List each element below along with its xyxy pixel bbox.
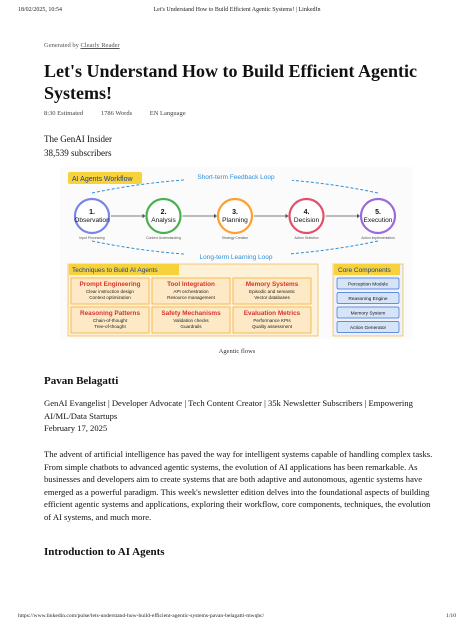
technique-title: Tool Integration	[167, 281, 215, 288]
figure-caption: Agentic flows	[218, 348, 256, 355]
agentic-flows-figure	[60, 167, 413, 339]
reading-time: 8:30 Estimated	[44, 110, 84, 117]
section-heading: Introduction to AI Agents	[44, 546, 165, 558]
technique-title: Reasoning Patterns	[79, 310, 141, 317]
component-label: Perception Module	[348, 282, 388, 288]
step-subtitle: Action Selection	[294, 236, 319, 240]
article-meta	[44, 110, 202, 117]
step-circle	[75, 199, 109, 233]
publication-name: The GenAI Insider	[44, 134, 112, 144]
step-circle	[290, 199, 324, 233]
step-number: 2.	[160, 209, 167, 216]
component-label: Memory System	[350, 311, 386, 317]
author-bio: GenAI Evangelist | Developer Advocate | Tech Content Creator | 35k Newsletter Subscribers | Empowering AI/ML/Data Startups	[44, 398, 413, 421]
step-name: Planning	[222, 217, 248, 224]
component-label: Action Generator	[349, 326, 387, 332]
technique-detail: Tree-of-thought	[94, 324, 126, 329]
technique-detail: Context optimization	[89, 295, 131, 300]
step-subtitle: Action Implementation	[361, 236, 395, 240]
technique-detail: Guardrails	[180, 324, 202, 329]
publication	[44, 132, 112, 160]
step-subtitle: Strategy Creation	[221, 236, 249, 240]
techniques-title: Techniques to Build AI Agents	[72, 267, 158, 274]
technique-detail: Performance KPIs	[253, 318, 291, 323]
technique-detail: Chain-of-thought	[92, 318, 128, 323]
step-name: Execution	[363, 217, 393, 224]
technique-detail: API orchestration	[173, 289, 209, 294]
subscriber-count: 38,539 subscribers	[44, 148, 112, 158]
technique-title: Evaluation Metrics	[243, 310, 301, 317]
component-label: Reasoning Engine	[348, 297, 388, 303]
step-name: Observation	[74, 217, 110, 224]
step-subtitle: Context Understanding	[146, 236, 181, 240]
technique-detail: Resource management	[167, 295, 215, 300]
author-name: Pavan Belagatti	[44, 375, 119, 387]
technique-title: Safety Mechanisms	[161, 310, 221, 317]
step-circle	[218, 199, 252, 233]
publish-date: February 17, 2025	[44, 423, 108, 433]
short-loop-label: Short-term Feedback Loop	[197, 174, 275, 181]
generated-by	[44, 42, 120, 49]
technique-detail: Validation checks	[173, 318, 209, 323]
step-number: 4.	[303, 209, 310, 216]
step-number: 3.	[232, 209, 238, 216]
technique-detail: Episodic and semantic	[249, 289, 295, 294]
step-number: 1.	[89, 209, 95, 216]
intro-paragraph: The advent of artificial intelligence has paved the way for intelligent systems capable of handling complex tasks. From simple chatbots to advanced agentic systems, the evolution of AI applications has been remarkable. As businesses and developers aim to create systems that are both adaptive and autonomous, agentic systems have emerged as a powerful paradigm. This week's newsletter edition delves into the foundational aspects of building efficient agentic systems and applications, exploring their workflow, core components, techniques, the evolution of AI systems, and much more.	[44, 449, 433, 522]
step-subtitle: Input Processing	[79, 236, 105, 240]
technique-detail: Quality assessment	[251, 324, 293, 329]
print-page-title: Let's Understand How to Build Efficient Agentic Systems! | LinkedIn	[153, 7, 321, 13]
components-title: Core Components	[338, 267, 391, 274]
word-count: 1786 Words	[100, 110, 133, 117]
author-info	[44, 397, 434, 435]
technique-detail: Vector databases	[254, 295, 290, 300]
print-datetime: 18/02/2025, 10:54	[18, 7, 63, 13]
technique-detail: Clear instruction design	[85, 289, 135, 294]
step-circle	[147, 199, 181, 233]
long-loop-label: Long-term Learning Loop	[199, 254, 273, 261]
workflow-title: AI Agents Workflow	[72, 176, 133, 183]
step-number: 5.	[375, 209, 381, 216]
generated-prefix: Generated by	[44, 42, 81, 49]
language: EN Language	[149, 110, 186, 117]
page-url: https://www.linkedin.com/pulse/lets-understand-how-build-efficient-agentic-systems-pavan-belagatti-mwqbc/	[18, 613, 265, 619]
step-name: Decision	[293, 217, 320, 224]
technique-title: Memory Systems	[245, 281, 299, 288]
page-number: 1/10	[446, 613, 456, 619]
article-title: Let's Understand How to Build Efficient Agentic Systems!	[44, 61, 418, 103]
step-name: Analysis	[151, 217, 176, 224]
clearly-reader-link[interactable]: Clearly Reader	[80, 42, 120, 49]
step-circle	[361, 199, 395, 233]
technique-title: Prompt Engineering	[79, 281, 141, 288]
